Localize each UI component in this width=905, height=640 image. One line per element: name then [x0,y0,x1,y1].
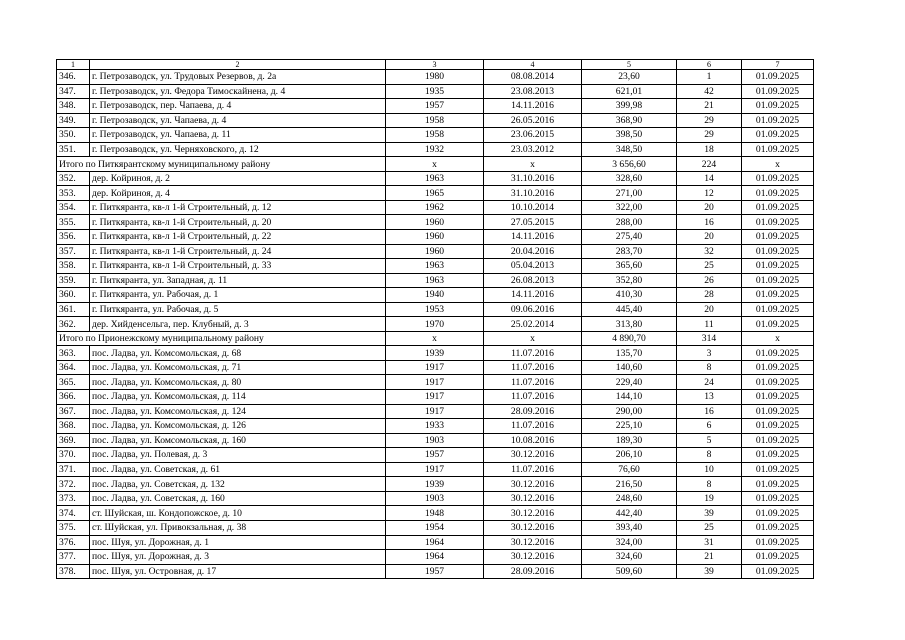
table-row [57,550,814,565]
build-year: 1917 [386,462,484,477]
area: 76,60 [582,462,677,477]
residents: 26 [677,273,742,288]
table-body [57,60,814,579]
build-year: 1980 [386,70,484,85]
address: ст. Шуйская, ш. Кондопожское, д. 10 [90,506,386,521]
area: 368,90 [582,113,677,128]
inclusion-date: 14.11.2016 [484,230,582,245]
row-number: 369. [57,433,90,448]
column-number: 5 [582,60,677,70]
area: 144,10 [582,390,677,405]
deadline: 01.09.2025 [742,171,814,186]
address: г. Петрозаводск, ул. Черняховского, д. 12 [90,142,386,157]
table-row [57,564,814,579]
address: г. Петрозаводск, ул. Трудовых Резервов, д. 2а [90,70,386,85]
row-number: 363. [57,346,90,361]
deadline: 01.09.2025 [742,244,814,259]
residents: 25 [677,520,742,535]
build-year: 1964 [386,550,484,565]
area: 398,50 [582,128,677,143]
table-row [57,360,814,375]
table-row [57,113,814,128]
area: 283,70 [582,244,677,259]
row-number: 368. [57,419,90,434]
table-row [57,171,814,186]
area: 322,00 [582,200,677,215]
inclusion-date: 20.04.2016 [484,244,582,259]
build-year: 1953 [386,302,484,317]
residents: 42 [677,84,742,99]
row-number: 360. [57,288,90,303]
address: г. Петрозаводск, ул. Чапаева, д. 4 [90,113,386,128]
residents: 25 [677,259,742,274]
build-year: 1970 [386,317,484,332]
residents: 3 [677,346,742,361]
address: пос. Ладва, ул. Комсомольская, д. 71 [90,360,386,375]
row-number: 359. [57,273,90,288]
row-number: 354. [57,200,90,215]
row-number: 361. [57,302,90,317]
deadline: 01.09.2025 [742,273,814,288]
row-number: 352. [57,171,90,186]
inclusion-date: 30.12.2016 [484,550,582,565]
build-year: 1957 [386,448,484,463]
build-year: 1939 [386,346,484,361]
area: 352,80 [582,273,677,288]
table-row [57,477,814,492]
area: 393,40 [582,520,677,535]
build-year: 1948 [386,506,484,521]
area: 275,40 [582,230,677,245]
column-number-header-row [57,60,814,70]
address: пос. Ладва, ул. Советская, д. 132 [90,477,386,492]
table-row [57,375,814,390]
area-total: 4 890,70 [582,331,677,346]
row-number: 370. [57,448,90,463]
area: 225,10 [582,419,677,434]
table-row [57,200,814,215]
deadline: 01.09.2025 [742,259,814,274]
row-number: 351. [57,142,90,157]
row-number: 373. [57,491,90,506]
build-year: 1940 [386,288,484,303]
build-year: 1963 [386,273,484,288]
row-number: 346. [57,70,90,85]
inclusion-date: 23.06.2015 [484,128,582,143]
inclusion-date: 14.11.2016 [484,99,582,114]
row-number: 362. [57,317,90,332]
table-row [57,128,814,143]
area: 216,50 [582,477,677,492]
deadline: 01.09.2025 [742,99,814,114]
address: пос. Ладва, ул. Комсомольская, д. 124 [90,404,386,419]
table-row [57,506,814,521]
area: 324,00 [582,535,677,550]
build-year: 1963 [386,171,484,186]
area: 313,80 [582,317,677,332]
table-row [57,462,814,477]
column-number: 2 [90,60,386,70]
area: 229,40 [582,375,677,390]
deadline: 01.09.2025 [742,520,814,535]
build-year: 1958 [386,113,484,128]
column-number: 4 [484,60,582,70]
build-year: 1965 [386,186,484,201]
inclusion-date: 10.10.2014 [484,200,582,215]
row-number: 371. [57,462,90,477]
build-year: 1958 [386,128,484,143]
deadline: 01.09.2025 [742,346,814,361]
deadline: 01.09.2025 [742,404,814,419]
area: 248,60 [582,491,677,506]
table-row [57,491,814,506]
deadline: 01.09.2025 [742,113,814,128]
deadline: 01.09.2025 [742,390,814,405]
table-row [57,448,814,463]
deadline: 01.09.2025 [742,491,814,506]
district-total-row [57,331,814,346]
deadline: 01.09.2025 [742,128,814,143]
address: пос. Шуя, ул. Островная, д. 17 [90,564,386,579]
deadline: 01.09.2025 [742,70,814,85]
residents: 8 [677,477,742,492]
build-year: х [386,331,484,346]
column-number: 3 [386,60,484,70]
residents: 16 [677,215,742,230]
deadline: 01.09.2025 [742,84,814,99]
inclusion-date: 27.05.2015 [484,215,582,230]
address: дер. Хийденсельга, пер. Клубный, д. 3 [90,317,386,332]
column-number: 6 [677,60,742,70]
row-number: 353. [57,186,90,201]
inclusion-date: 14.11.2016 [484,288,582,303]
build-year: 1917 [386,404,484,419]
address: пос. Шуя, ул. Дорожная, д. 3 [90,550,386,565]
deadline: 01.09.2025 [742,419,814,434]
housing-register-table [56,59,814,579]
build-year: 1917 [386,390,484,405]
inclusion-date: 26.05.2016 [484,113,582,128]
inclusion-date: 25.02.2014 [484,317,582,332]
build-year: 1963 [386,259,484,274]
build-year: 1954 [386,520,484,535]
table-row [57,520,814,535]
inclusion-date: 10.08.2016 [484,433,582,448]
inclusion-date: 28.09.2016 [484,404,582,419]
inclusion-date: 11.07.2016 [484,346,582,361]
residents-total: 314 [677,331,742,346]
area-total: 3 656,60 [582,157,677,172]
deadline: 01.09.2025 [742,477,814,492]
area: 365,60 [582,259,677,274]
inclusion-date: 31.10.2016 [484,186,582,201]
district-total-row [57,157,814,172]
inclusion-date: 08.08.2014 [484,70,582,85]
build-year: 1962 [386,200,484,215]
row-number: 376. [57,535,90,550]
inclusion-date: 11.07.2016 [484,360,582,375]
row-number: 364. [57,360,90,375]
residents: 39 [677,564,742,579]
table-row [57,346,814,361]
deadline: 01.09.2025 [742,302,814,317]
residents: 21 [677,550,742,565]
inclusion-date: 11.07.2016 [484,419,582,434]
inclusion-date: 31.10.2016 [484,171,582,186]
area: 399,98 [582,99,677,114]
deadline: 01.09.2025 [742,433,814,448]
deadline: х [742,157,814,172]
address: пос. Шуя, ул. Дорожная, д. 1 [90,535,386,550]
deadline: 01.09.2025 [742,288,814,303]
address: г. Питкяранта, кв-л 1-й Строительный, д. 24 [90,244,386,259]
table-row [57,390,814,405]
table-row [57,99,814,114]
row-number: 357. [57,244,90,259]
table-row [57,273,814,288]
build-year: 1960 [386,244,484,259]
build-year: 1903 [386,433,484,448]
build-year: 1960 [386,230,484,245]
area: 328,60 [582,171,677,186]
inclusion-date: 11.07.2016 [484,462,582,477]
build-year: 1917 [386,360,484,375]
residents: 16 [677,404,742,419]
area: 509,60 [582,564,677,579]
residents: 29 [677,128,742,143]
residents: 10 [677,462,742,477]
area: 290,00 [582,404,677,419]
table-row [57,317,814,332]
row-number: 349. [57,113,90,128]
deadline: 01.09.2025 [742,550,814,565]
build-year: 1917 [386,375,484,390]
deadline: 01.09.2025 [742,462,814,477]
area: 189,30 [582,433,677,448]
address: пос. Ладва, ул. Полевая, д. 3 [90,448,386,463]
deadline: 01.09.2025 [742,564,814,579]
table-row [57,244,814,259]
address: пос. Ладва, ул. Комсомольская, д. 80 [90,375,386,390]
area: 410,30 [582,288,677,303]
build-year: 1957 [386,99,484,114]
inclusion-date: 30.12.2016 [484,491,582,506]
table-row [57,142,814,157]
row-number: 350. [57,128,90,143]
row-number: 348. [57,99,90,114]
build-year: х [386,157,484,172]
address: г. Питкяранта, ул. Рабочая, д. 1 [90,288,386,303]
build-year: 1960 [386,215,484,230]
inclusion-date: 23.03.2012 [484,142,582,157]
residents: 8 [677,360,742,375]
residents: 21 [677,99,742,114]
table-row [57,230,814,245]
area: 445,40 [582,302,677,317]
table-row [57,186,814,201]
build-year: 1964 [386,535,484,550]
area: 140,60 [582,360,677,375]
inclusion-date: 30.12.2016 [484,535,582,550]
row-number: 365. [57,375,90,390]
residents: 6 [677,419,742,434]
table-row [57,535,814,550]
residents: 31 [677,535,742,550]
row-number: 356. [57,230,90,245]
residents: 8 [677,448,742,463]
residents: 20 [677,302,742,317]
build-year: 1903 [386,491,484,506]
address: пос. Ладва, ул. Советская, д. 160 [90,491,386,506]
area: 206,10 [582,448,677,463]
residents: 20 [677,200,742,215]
deadline: 01.09.2025 [742,375,814,390]
district-total-label: Итого по Питкярантскому муниципальному району [57,157,386,172]
residents: 39 [677,506,742,521]
table-row [57,84,814,99]
inclusion-date: 30.12.2016 [484,477,582,492]
deadline: 01.09.2025 [742,230,814,245]
inclusion-date: 28.09.2016 [484,564,582,579]
residents: 1 [677,70,742,85]
address: г. Питкяранта, кв-л 1-й Строительный, д. 20 [90,215,386,230]
row-number: 374. [57,506,90,521]
row-number: 355. [57,215,90,230]
address: ст. Шуйская, ул. Привокзальная, д. 38 [90,520,386,535]
inclusion-date: 30.12.2016 [484,520,582,535]
area: 288,00 [582,215,677,230]
inclusion-date: 11.07.2016 [484,375,582,390]
row-number: 377. [57,550,90,565]
deadline: 01.09.2025 [742,360,814,375]
row-number: 367. [57,404,90,419]
residents: 11 [677,317,742,332]
row-number: 358. [57,259,90,274]
residents: 13 [677,390,742,405]
area: 348,50 [582,142,677,157]
deadline: 01.09.2025 [742,535,814,550]
inclusion-date: х [484,331,582,346]
build-year: 1935 [386,84,484,99]
deadline: 01.09.2025 [742,215,814,230]
row-number: 347. [57,84,90,99]
table-row [57,404,814,419]
address: пос. Ладва, ул. Советская, д. 61 [90,462,386,477]
address: г. Петрозаводск, пер. Чапаева, д. 4 [90,99,386,114]
address: г. Питкяранта, кв-л 1-й Строительный, д. 12 [90,200,386,215]
area: 621,01 [582,84,677,99]
residents: 20 [677,230,742,245]
inclusion-date: 05.04.2013 [484,259,582,274]
residents: 24 [677,375,742,390]
inclusion-date: 11.07.2016 [484,390,582,405]
residents: 19 [677,491,742,506]
table-row [57,215,814,230]
inclusion-date: 30.12.2016 [484,506,582,521]
residents: 29 [677,113,742,128]
address: пос. Ладва, ул. Комсомольская, д. 160 [90,433,386,448]
table-row [57,70,814,85]
address: г. Питкяранта, кв-л 1-й Строительный, д. 33 [90,259,386,274]
address: г. Питкяранта, ул. Рабочая, д. 5 [90,302,386,317]
inclusion-date: х [484,157,582,172]
table-row [57,288,814,303]
residents: 12 [677,186,742,201]
deadline: 01.09.2025 [742,506,814,521]
residents: 32 [677,244,742,259]
address: г. Петрозаводск, ул. Чапаева, д. 11 [90,128,386,143]
row-number: 366. [57,390,90,405]
residents-total: 224 [677,157,742,172]
area: 442,40 [582,506,677,521]
address: г. Питкяранта, ул. Западная, д. 11 [90,273,386,288]
area: 23,60 [582,70,677,85]
row-number: 375. [57,520,90,535]
deadline: 01.09.2025 [742,200,814,215]
residents: 28 [677,288,742,303]
deadline: 01.09.2025 [742,448,814,463]
residents: 5 [677,433,742,448]
area: 324,60 [582,550,677,565]
address: дер. Койриноя, д. 4 [90,186,386,201]
area: 271,00 [582,186,677,201]
residents: 18 [677,142,742,157]
address: пос. Ладва, ул. Комсомольская, д. 114 [90,390,386,405]
area: 135,70 [582,346,677,361]
build-year: 1933 [386,419,484,434]
address: дер. Койриноя, д. 2 [90,171,386,186]
inclusion-date: 26.08.2013 [484,273,582,288]
inclusion-date: 23.08.2013 [484,84,582,99]
build-year: 1939 [386,477,484,492]
deadline: 01.09.2025 [742,186,814,201]
address: г. Питкяранта, кв-л 1-й Строительный, д. 22 [90,230,386,245]
inclusion-date: 09.06.2016 [484,302,582,317]
district-total-label: Итого по Прионежскому муниципальному району [57,331,386,346]
row-number: 372. [57,477,90,492]
table-row [57,259,814,274]
inclusion-date: 30.12.2016 [484,448,582,463]
build-year: 1932 [386,142,484,157]
residents: 14 [677,171,742,186]
address: пос. Ладва, ул. Комсомольская, д. 68 [90,346,386,361]
deadline: 01.09.2025 [742,142,814,157]
row-number: 378. [57,564,90,579]
table-row [57,419,814,434]
column-number: 1 [57,60,90,70]
table-row [57,433,814,448]
address: г. Петрозаводск, ул. Федора Тимоскайнена, д. 4 [90,84,386,99]
deadline: 01.09.2025 [742,317,814,332]
address: пос. Ладва, ул. Комсомольская, д. 126 [90,419,386,434]
build-year: 1957 [386,564,484,579]
table-row [57,302,814,317]
deadline: х [742,331,814,346]
column-number: 7 [742,60,814,70]
